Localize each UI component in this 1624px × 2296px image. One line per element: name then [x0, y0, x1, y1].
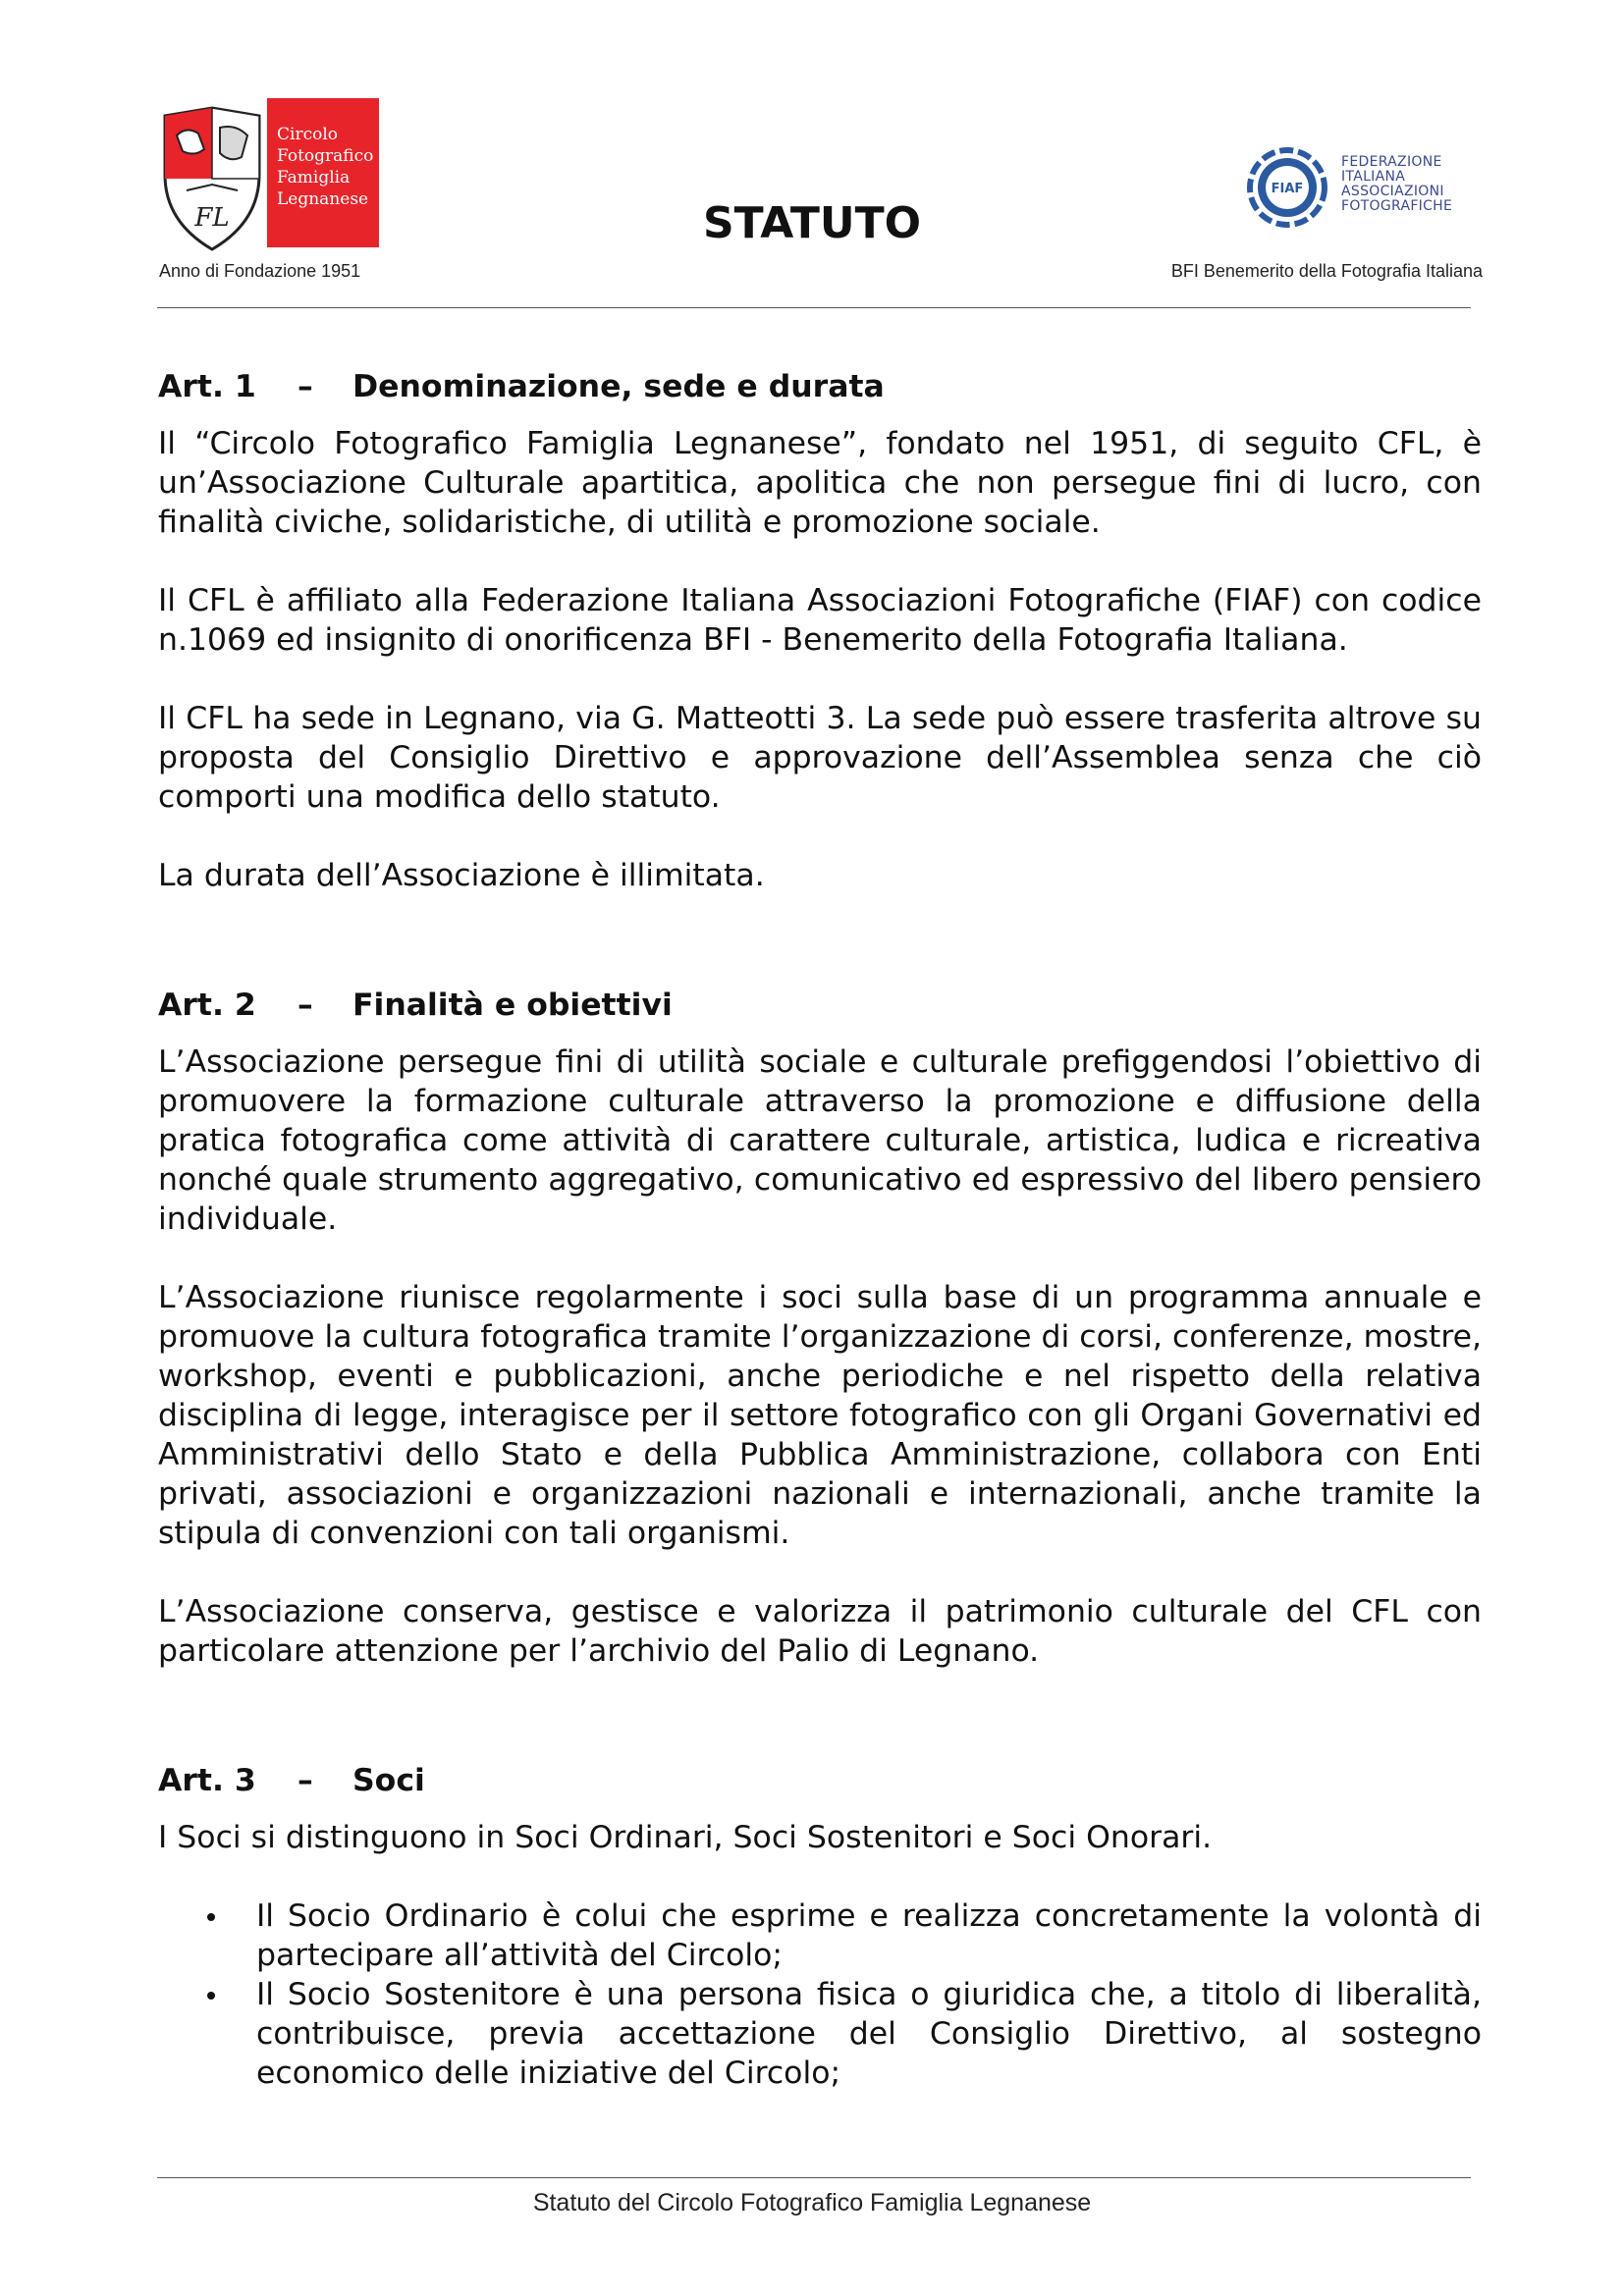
article-paragraph: La durata dell’Associazione è illimitata.	[158, 858, 765, 893]
article-paragraph: Il CFL è affiliato alla Federazione Italiana Associazioni Fotografiche (FIAF) con codice n.1069 ed insignito di onorificenza BFI - Benemerito della Fotografia Italiana.	[158, 583, 1482, 658]
article-3	[158, 1761, 1482, 2093]
article-1	[158, 367, 1482, 895]
fiaf-line: FEDERAZIONE	[1341, 154, 1442, 170]
page-footer: Statuto del Circolo Fotografico Famiglia Legnanese	[532, 2189, 1092, 2216]
statute-body	[158, 367, 1482, 2093]
article-spacer	[158, 934, 1482, 986]
article-dash: –	[298, 369, 313, 404]
article-paragraph: I Soci si distinguono in Soci Ordinari, Soci Sostenitori e Soci Onorari.	[158, 1820, 1213, 1855]
article-paragraph: Il “Circolo Fotografico Famiglia Legnanese”, fondato nel 1951, di seguito CFL, è un’Associazione Culturale apartitica, apolitica che non persegue fini di lucro, con finalità civiche, solidaristiche, di utilità e promozione sociale.	[158, 426, 1482, 540]
article-spacer	[158, 1710, 1482, 1761]
fiaf-aperture-icon	[1247, 147, 1327, 228]
cfl-shield-mark: FL	[194, 203, 230, 233]
list-item-text: Il Socio Sostenitore è una persona fisica o giuridica che, a titolo di liberalità, contribuisce, previa accettazione del Consiglio Direttivo, al sostegno economico delle iniziative del Circolo;	[256, 1977, 1482, 2091]
list-item	[158, 1896, 1482, 1975]
list-item-text: Il Socio Ordinario è colui che esprime e realizza concretamente la volontà di partecipare all’attività del Circolo;	[256, 1898, 1482, 1973]
cfl-logo-line: Legnanese	[277, 189, 369, 209]
article-dash: –	[298, 1763, 313, 1798]
footer-divider	[157, 2177, 1471, 2178]
cfl-logo-line: Circolo	[277, 125, 338, 144]
article-number: Art. 3	[158, 1763, 256, 1798]
fiaf-line: ITALIANA	[1341, 169, 1406, 185]
founding-year-caption: Anno di Fondazione 1951	[159, 261, 361, 281]
article-2	[158, 986, 1482, 1671]
article-paragraph: L’Associazione conserva, gestisce e valorizza il patrimonio culturale del CFL con particolare attenzione per l’archivio del Palio di Legnano.	[158, 1594, 1482, 1669]
bfi-caption: BFI Benemerito della Fotografia Italiana	[1170, 261, 1483, 281]
article-dash: –	[298, 988, 313, 1023]
list-item	[158, 1975, 1482, 2093]
fiaf-logo	[1247, 147, 1483, 236]
fiaf-line: ASSOCIAZIONI	[1341, 184, 1444, 199]
article-title: Finalità e obiettivi	[352, 988, 673, 1023]
article-heading	[158, 1761, 1482, 1800]
header-divider	[157, 307, 1471, 308]
fiaf-line: FOTOGRAFICHE	[1341, 198, 1453, 214]
article-number: Art. 1	[158, 369, 256, 404]
article-heading	[158, 367, 1482, 406]
document-title: STATUTO	[702, 198, 922, 248]
bullet-icon	[207, 1913, 215, 1921]
article-paragraph: L’Associazione persegue fini di utilità sociale e culturale prefiggendosi l’obiettivo di promuovere la formazione culturale attraverso la promozione e diffusione della pratica fotografica come attività di carattere culturale, artistica, ludica e ricreativa nonché quale strumento aggregativo, comunicativo ed espressivo del libero pensiero individuale.	[158, 1044, 1482, 1237]
article-paragraph: Il CFL ha sede in Legnano, via G. Matteotti 3. La sede può essere trasferita altrove su proposta del Consiglio Direttivo e approvazione dell’Assemblea senza che ciò comporti una modifica dello statuto.	[158, 701, 1482, 815]
article-title: Denominazione, sede e durata	[352, 369, 885, 404]
article-number: Art. 2	[158, 988, 256, 1023]
cfl-logo-line: Fotografico	[277, 146, 374, 166]
article-title: Soci	[352, 1763, 425, 1798]
fiaf-badge-text: FIAF	[1271, 182, 1304, 196]
fiaf-wordmark	[1341, 155, 1452, 214]
member-types-list	[158, 1896, 1482, 2093]
bullet-icon	[207, 1992, 215, 2000]
article-paragraph: L’Associazione riunisce regolarmente i soci sulla base di un programma annuale e promuove la cultura fotografica tramite l’organizzazione di corsi, conferenze, mostre, workshop, eventi e pubblicazioni, anche periodiche e nel rispetto della relativa disciplina di legge, interagisce per il settore fotografico con gli Organi Governativi ed Amministrativi dello Stato e della Pubblica Amministrazione, collabora con Enti privati, associazioni e organizzazioni nazionali e internazionali, anche tramite la stipula di convenzioni con tali organismi.	[158, 1280, 1482, 1551]
cfl-logo-line: Famiglia	[277, 168, 351, 187]
article-heading	[158, 986, 1482, 1025]
